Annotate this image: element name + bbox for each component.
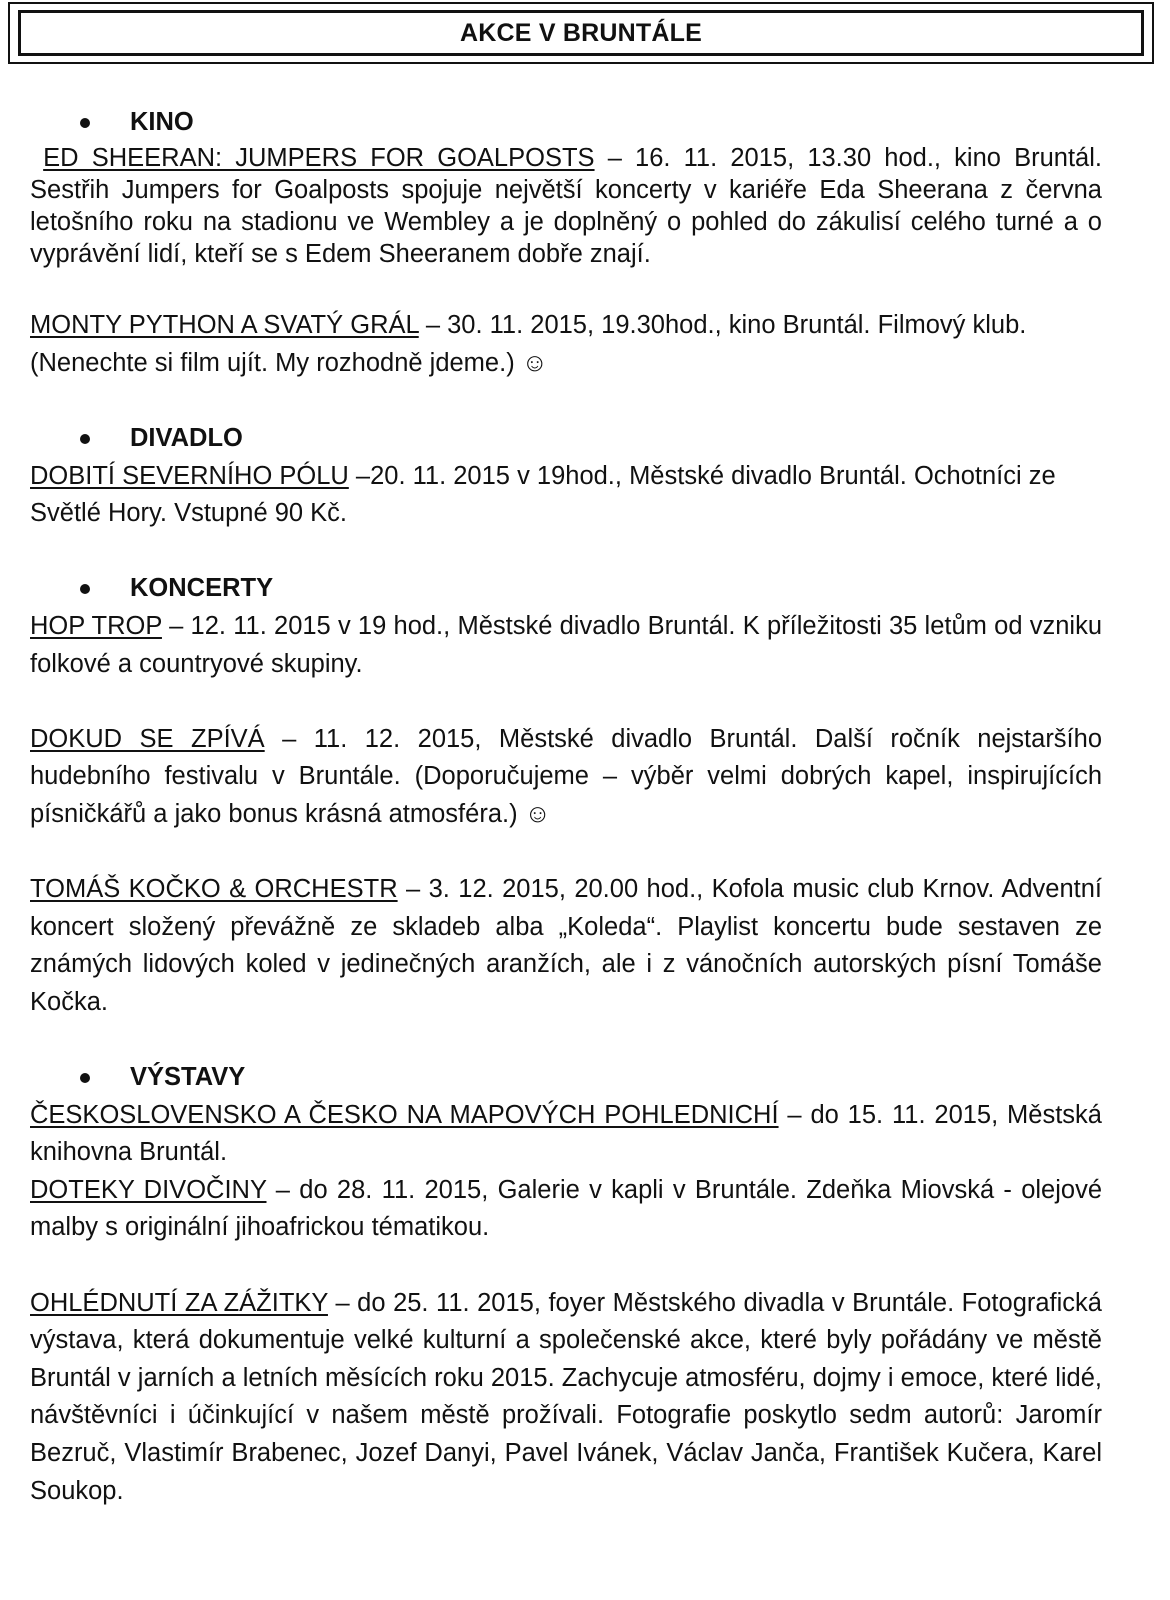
section-heading-koncerty: KONCERTY <box>30 570 1102 608</box>
event-entry <box>30 1097 1102 1172</box>
spacer <box>30 1247 1102 1285</box>
event-name: DOBITÍ SEVERNÍHO PÓLU <box>30 461 349 490</box>
event-entry <box>30 142 1102 270</box>
event-name: OHLÉDNUTÍ ZA ZÁŽITKY <box>30 1288 328 1317</box>
spacer <box>30 382 1102 420</box>
section-heading-kino: KINO <box>30 104 1102 142</box>
event-details: – 11. 12. 2015, Městské divadlo Bruntál. Další ročník nejstaršího hudebního festivalu v Bruntále. (Doporučujeme – výběr velmi dobrých kapel, inspirujících písničkářů a jako bonus krásná atmosféra.) ☺ <box>30 724 1103 828</box>
event-details: – do 15. 11. 2015, Městská knihovna Bruntál. <box>30 1100 1102 1167</box>
events-content <box>30 104 1102 1510</box>
event-name: ED SHEERAN: JUMPERS FOR GOALPOSTS <box>43 143 595 172</box>
event-name: TOMÁŠ KOČKO & ORCHESTR <box>30 875 398 904</box>
spacer <box>30 834 1102 872</box>
event-name: ČESKOSLOVENSKO A ČESKO NA MAPOVÝCH POHLEDNICHÍ <box>30 1100 779 1129</box>
spacer <box>30 533 1102 571</box>
event-name: HOP TROP <box>30 611 162 640</box>
event-details: – 30. 11. 2015, 19.30hod., kino Bruntál. Filmový klub. (Nenechte si film ujít. My rozhodně jdeme.) ☺ <box>30 311 1027 377</box>
event-details: – 12. 11. 2015 v 19 hod., Městské divadlo Bruntál. K příležitosti 35 letům od vzniku folkové a countryové skupiny. <box>30 611 1102 678</box>
event-name: DOKUD SE ZPÍVÁ <box>30 724 265 753</box>
event-details: – 16. 11. 2015, 13.30 hod., kino Bruntál. Sestřih Jumpers for Goalposts spojuje největší koncerty v kariéře Eda Sheerana z června letošního roku na stadionu ve Wembley a je doplněný o pohled do zákulisí celého turné a o vyprávění lidí, kteří se s Edem Sheeranem dobře znají. <box>30 143 1102 268</box>
event-entry <box>30 458 1102 533</box>
bullet-icon <box>80 434 90 444</box>
event-details: – do 28. 11. 2015, Galerie v kapli v Bruntále. Zdeňka Miovská - olejové malby s originální jihoafrickou tématikou. <box>30 1175 1103 1242</box>
title-frame <box>8 2 1154 64</box>
bullet-icon <box>80 1073 90 1083</box>
event-entry <box>30 1172 1102 1247</box>
bullet-icon <box>80 118 90 128</box>
spacer <box>30 683 1102 721</box>
event-entry <box>30 871 1102 1021</box>
event-entry <box>30 608 1102 683</box>
section-heading-divadlo: DIVADLO <box>30 420 1102 458</box>
event-entry <box>30 721 1102 834</box>
event-details: –20. 11. 2015 v 19hod., Městské divadlo Bruntál. Ochotníci ze Světlé Hory. Vstupné 90 Kč. <box>30 461 1056 528</box>
event-details: – do 25. 11. 2015, foyer Městského divadla v Bruntále. Fotografická výstava, která dokumentuje velké kulturní a společenské akce, které byly pořádány ve městě Bruntál v jarních a letních měsících roku 2015. Zachycuje atmosféru, dojmy i emoce, které lidé, návštěvníci i účinkující v našem městě prožívali. Fotografie poskytlo sedm autorů: Jaromír Bezruč, Vlastimír Brabenec, Jozef Danyi, Pavel Ivánek, Václav Janča, František Kučera, Karel Soukop. <box>30 1288 1102 1505</box>
spacer <box>30 270 1102 308</box>
event-name: MONTY PYTHON A SVATÝ GRÁL <box>30 311 419 340</box>
page-title: AKCE V BRUNTÁLE <box>18 10 1144 56</box>
event-details: – 3. 12. 2015, 20.00 hod., Kofola music club Krnov. Adventní koncert složený převážně ze skladeb alba „Koleda“. Playlist koncertu bude sestaven ze známých lidových koled v jedinečných aranžích, ale i z vánočních autorských písní Tomáše Kočka. <box>30 875 1102 1016</box>
section-heading-vystavy: VÝSTAVY <box>30 1059 1102 1097</box>
event-name: DOTEKY DIVOČINY <box>30 1175 267 1204</box>
bullet-icon <box>80 584 90 594</box>
event-entry <box>30 1285 1102 1511</box>
event-entry <box>30 307 1102 382</box>
spacer <box>30 1021 1102 1059</box>
